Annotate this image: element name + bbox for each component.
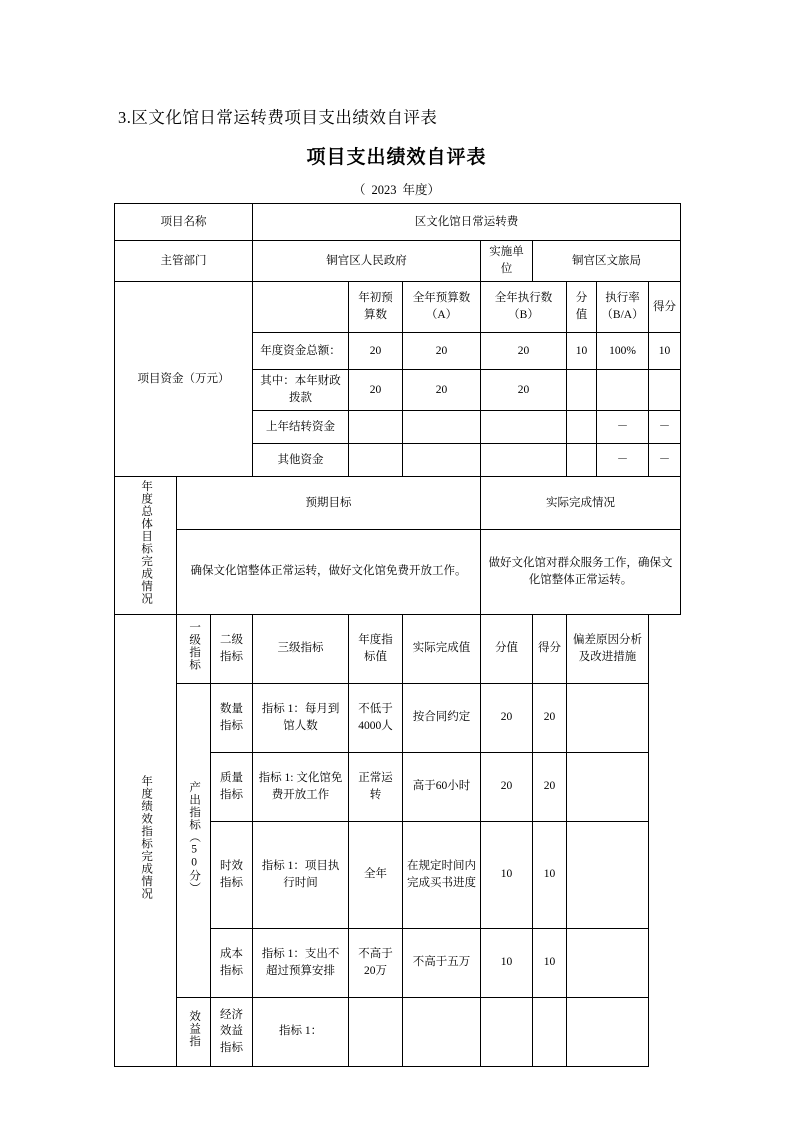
perf-row-actual-value [403, 997, 481, 1066]
perf-row-target-value: 全年 [349, 821, 403, 928]
table-row-annual-goal-content [115, 529, 681, 614]
funds-header-annual-exec: 全年执行数（B） [481, 282, 567, 333]
perf-row-target-value: 不低于4000人 [349, 683, 403, 752]
funds-row-annual-budget: 20 [403, 333, 481, 370]
annual-goal-label: 年度总体目标完成情况 [115, 477, 177, 615]
table-row-annual-goal-header [115, 477, 681, 530]
perf-row-level3: 指标 1: 文化馆免费开放工作 [253, 752, 349, 821]
perf-row-score: 20 [533, 752, 567, 821]
perf-header-score: 得分 [533, 614, 567, 683]
perf-row-actual-value: 在规定时间内完成买书进度 [403, 821, 481, 928]
perf-row-level3: 指标 1： [253, 997, 349, 1066]
perf-row-actual-value: 高于60小时 [403, 752, 481, 821]
annual-goal-header-expected: 预期目标 [177, 477, 481, 530]
perf-row-deviation [567, 821, 649, 928]
dept-value: 铜官区人民政府 [253, 241, 481, 282]
funds-row-initial-budget: 20 [349, 333, 403, 370]
funds-row-score-value [567, 370, 597, 411]
perf-row-score: 10 [533, 821, 567, 928]
perf-row-score: 10 [533, 928, 567, 997]
page-title: 项目支出绩效自评表 [306, 147, 487, 168]
funds-header-exec-rate: 执行率（B/A） [597, 282, 649, 333]
perf-row-target-value: 正常运转 [349, 752, 403, 821]
funds-row-score [649, 370, 681, 411]
funds-header-score: 得分 [649, 282, 681, 333]
perf-row-level3: 指标 1：支出不超过预算安排 [253, 928, 349, 997]
perf-row-deviation [567, 997, 649, 1066]
output-indicator-label: 产出指标（50分） [177, 683, 211, 997]
perf-header-level3: 三级指标 [253, 614, 349, 683]
benefit-indicator-label: 效益指 [177, 997, 211, 1066]
perf-row-level2: 成本指标 [211, 928, 253, 997]
year-value: 2023 [371, 183, 397, 197]
perf-header-actual-value: 实际完成值 [403, 614, 481, 683]
perf-row-score: 20 [533, 683, 567, 752]
perf-header-level2: 二级指标 [211, 614, 253, 683]
perf-row-actual-value: 按合同约定 [403, 683, 481, 752]
funds-row-exec-rate: 100% [597, 333, 649, 370]
funds-row-annual-exec [481, 444, 567, 477]
funds-row-exec-rate [597, 370, 649, 411]
perf-header-deviation: 偏差原因分析及改进措施 [567, 614, 649, 683]
perf-row-score [533, 997, 567, 1066]
page-heading: 3.区文化馆日常运转费项目支出绩效自评表 [118, 108, 438, 127]
annual-goal-actual: 做好文化馆对群众服务工作，确保文化馆整体正常运转。 [481, 529, 681, 614]
funds-row-score: 10 [649, 333, 681, 370]
unit-label: 实施单位 [481, 241, 533, 282]
perf-row-score-value: 20 [481, 683, 533, 752]
funds-row-exec-rate: － [597, 411, 649, 444]
table-row-project-name [115, 204, 681, 241]
funds-row-score-value: 10 [567, 333, 597, 370]
perf-row-level2: 数量指标 [211, 683, 253, 752]
funds-row-annual-exec [481, 411, 567, 444]
funds-row-score-value [567, 411, 597, 444]
funds-row-label: 其他资金 [253, 444, 349, 477]
table-row-perf-header [115, 614, 681, 683]
perf-row-level3: 指标 1：项目执行时间 [253, 821, 349, 928]
perf-row-target-value: 不高于20万 [349, 928, 403, 997]
annual-goal-expected: 确保文化馆整体正常运转，做好文化馆免费开放工作。 [177, 529, 481, 614]
unit-value: 铜官区文旅局 [533, 241, 681, 282]
perf-row-level2: 经济效益指标 [211, 997, 253, 1066]
performance-self-assessment-table [114, 203, 681, 1067]
funds-header-initial-budget: 年初预算数 [349, 282, 403, 333]
perf-row-score-value: 10 [481, 821, 533, 928]
funds-row-annual-budget [403, 411, 481, 444]
funds-row-label: 上年结转资金 [253, 411, 349, 444]
perf-header-target-value: 年度指标值 [349, 614, 403, 683]
funds-header-blank [253, 282, 349, 333]
year-prefix: （ [352, 183, 366, 197]
funds-row-label: 其中：本年财政拨款 [253, 370, 349, 411]
funds-row-initial-budget [349, 444, 403, 477]
project-name-value: 区文化馆日常运转费 [253, 204, 681, 241]
perf-row-level2: 时效指标 [211, 821, 253, 928]
table-row-perf-benefit [115, 997, 681, 1066]
table-row-department [115, 241, 681, 282]
perf-row-target-value [349, 997, 403, 1066]
table-row-funds-header [115, 282, 681, 333]
funds-row-annual-budget [403, 444, 481, 477]
funds-row-score: － [649, 411, 681, 444]
project-name-label: 项目名称 [115, 204, 253, 241]
perf-row-level3: 指标 1：每月到馆人数 [253, 683, 349, 752]
funds-row-initial-budget [349, 411, 403, 444]
funds-row-annual-exec: 20 [481, 333, 567, 370]
perf-label: 年度绩效指标完成情况 [115, 614, 177, 1066]
perf-row-score-value: 20 [481, 752, 533, 821]
funds-row-exec-rate: － [597, 444, 649, 477]
perf-row-score-value: 10 [481, 928, 533, 997]
perf-row-score-value [481, 997, 533, 1066]
perf-header-level1: 一级指标 [177, 614, 211, 683]
perf-row-deviation [567, 752, 649, 821]
funds-row-score: － [649, 444, 681, 477]
perf-header-score-value: 分值 [481, 614, 533, 683]
funds-row-annual-exec: 20 [481, 370, 567, 411]
funds-row-annual-budget: 20 [403, 370, 481, 411]
fiscal-year-line [0, 180, 793, 198]
funds-row-initial-budget: 20 [349, 370, 403, 411]
perf-row-deviation [567, 683, 649, 752]
table-row-perf-quantity [115, 683, 681, 752]
dept-label: 主管部门 [115, 241, 253, 282]
funds-header-score-value: 分值 [567, 282, 597, 333]
perf-row-level2: 质量指标 [211, 752, 253, 821]
annual-goal-header-actual: 实际完成情况 [481, 477, 681, 530]
funds-row-label: 年度资金总额： [253, 333, 349, 370]
year-suffix: 年度） [402, 183, 441, 197]
funds-header-annual-budget: 全年预算数（A） [403, 282, 481, 333]
funds-label: 项目资金（万元） [115, 282, 253, 477]
perf-row-deviation [567, 928, 649, 997]
perf-row-actual-value: 不高于五万 [403, 928, 481, 997]
funds-row-score-value [567, 444, 597, 477]
